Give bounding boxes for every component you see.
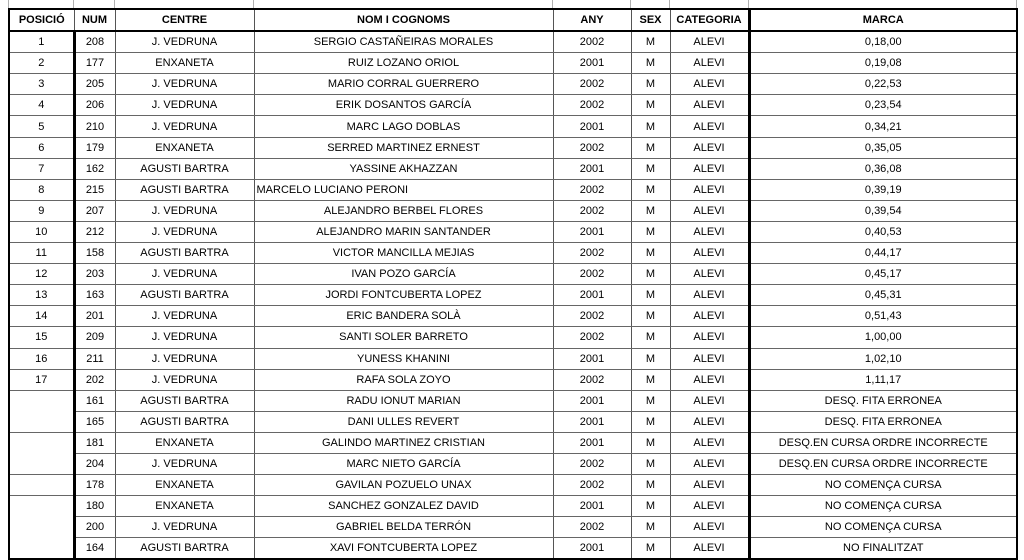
cell-centre[interactable]: J. VEDRUNA [115,74,254,95]
cell-num[interactable]: 212 [74,221,115,242]
cell-nom[interactable]: VICTOR MANCILLA MEJIAS [254,243,553,264]
cell-sex[interactable]: M [631,285,670,306]
cell-categoria[interactable]: ALEVI [670,538,749,560]
cell-any[interactable]: 2001 [553,348,631,369]
cell-marca[interactable]: DESQ. FITA ERRONEA [749,411,1017,432]
cell-num[interactable]: 209 [74,327,115,348]
cell-sex[interactable]: M [631,538,670,560]
cell-any[interactable]: 2002 [553,137,631,158]
cell-centre[interactable]: J. VEDRUNA [115,369,254,390]
cell-marca[interactable]: NO COMENÇA CURSA [749,475,1017,496]
cell-centre[interactable]: ENXANETA [115,475,254,496]
header-sex[interactable]: SEX [631,9,670,31]
table-row [9,432,1017,453]
cell-centre[interactable]: AGUSTI BARTRA [115,243,254,264]
header-any[interactable]: ANY [553,9,631,31]
cell-categoria[interactable]: ALEVI [670,53,749,74]
cell-categoria[interactable]: ALEVI [670,517,749,538]
cell-categoria[interactable]: ALEVI [670,327,749,348]
cell-any[interactable]: 2002 [553,74,631,95]
cell-posicio[interactable]: 5 [9,116,74,137]
cell-centre[interactable]: J. VEDRUNA [115,264,254,285]
cell-posicio[interactable] [9,453,74,474]
cell-any[interactable]: 2001 [553,221,631,242]
cell-centre[interactable]: J. VEDRUNA [115,453,254,474]
cell-nom[interactable]: MARC NIETO GARCÍA [254,453,553,474]
cell-marca[interactable]: 0,23,54 [749,95,1017,116]
cell-posicio[interactable]: 6 [9,137,74,158]
table-row [9,327,1017,348]
cell-nom[interactable]: ERIC BANDERA SOLÀ [254,306,553,327]
cell-any[interactable]: 2002 [553,200,631,221]
cell-categoria[interactable]: ALEVI [670,158,749,179]
cell-any[interactable]: 2001 [553,285,631,306]
cell-num[interactable]: 177 [74,53,115,74]
header-num[interactable]: NUM [74,9,115,31]
cell-posicio[interactable]: 12 [9,264,74,285]
cell-nom[interactable]: RAFA SOLA ZOYO [254,369,553,390]
cell-any[interactable]: 2001 [553,496,631,517]
cell-sex[interactable]: M [631,179,670,200]
header-centre[interactable]: CENTRE [115,9,254,31]
cell-posicio[interactable]: 1 [9,31,74,53]
cell-categoria[interactable]: ALEVI [670,285,749,306]
table-row [9,306,1017,327]
cell-nom[interactable]: RADU IONUT MARIAN [254,390,553,411]
cell-posicio[interactable] [9,538,74,560]
table-row [9,200,1017,221]
cell-categoria[interactable]: ALEVI [670,200,749,221]
cell-posicio[interactable]: 11 [9,243,74,264]
cell-sex[interactable]: M [631,243,670,264]
cell-centre[interactable]: ENXANETA [115,137,254,158]
cell-sex[interactable]: M [631,31,670,53]
cell-categoria[interactable]: ALEVI [670,496,749,517]
cell-marca[interactable]: 1,02,10 [749,348,1017,369]
cell-categoria[interactable]: ALEVI [670,243,749,264]
cell-centre[interactable]: ENXANETA [115,53,254,74]
cell-posicio[interactable] [9,475,74,496]
cell-posicio[interactable]: 9 [9,200,74,221]
cell-sex[interactable]: M [631,116,670,137]
cell-sex[interactable]: M [631,517,670,538]
cell-any[interactable]: 2001 [553,390,631,411]
cell-centre[interactable]: AGUSTI BARTRA [115,158,254,179]
table-row [9,538,1017,560]
cell-marca[interactable]: NO COMENÇA CURSA [749,496,1017,517]
cell-centre[interactable]: J. VEDRUNA [115,200,254,221]
cell-categoria[interactable]: ALEVI [670,369,749,390]
cell-categoria[interactable]: ALEVI [670,221,749,242]
cell-centre[interactable]: J. VEDRUNA [115,221,254,242]
cell-num[interactable]: 203 [74,264,115,285]
cell-posicio[interactable]: 3 [9,74,74,95]
results-table [8,8,1018,560]
table-row [9,137,1017,158]
cell-categoria[interactable]: ALEVI [670,95,749,116]
cell-num[interactable]: 180 [74,496,115,517]
cell-any[interactable]: 2001 [553,116,631,137]
cell-num[interactable]: 200 [74,517,115,538]
table-row [9,243,1017,264]
cell-nom[interactable]: SERGIO CASTAÑEIRAS MORALES [254,31,553,53]
table-row [9,264,1017,285]
cell-nom[interactable]: GAVILAN POZUELO UNAX [254,475,553,496]
cell-marca[interactable]: 0,44,17 [749,243,1017,264]
cell-centre[interactable]: ENXANETA [115,496,254,517]
cell-centre[interactable]: J. VEDRUNA [115,95,254,116]
cell-nom[interactable]: MARC LAGO DOBLAS [254,116,553,137]
results-body [9,31,1017,559]
cell-posicio[interactable] [9,390,74,411]
cell-categoria[interactable]: ALEVI [670,390,749,411]
cell-posicio[interactable]: 14 [9,306,74,327]
cell-sex[interactable]: M [631,221,670,242]
cell-sex[interactable]: M [631,453,670,474]
table-row [9,517,1017,538]
cell-any[interactable]: 2001 [553,158,631,179]
cell-sex[interactable]: M [631,327,670,348]
cell-marca[interactable]: 0,39,54 [749,200,1017,221]
cell-marca[interactable]: 0,36,08 [749,158,1017,179]
cell-categoria[interactable]: ALEVI [670,264,749,285]
table-row [9,348,1017,369]
cell-nom[interactable]: SANCHEZ GONZALEZ DAVID [254,496,553,517]
cell-sex[interactable]: M [631,200,670,221]
cell-num[interactable]: 205 [74,74,115,95]
header-categoria[interactable]: CATEGORIA [670,9,749,31]
cell-any[interactable]: 2001 [553,411,631,432]
cell-num[interactable]: 158 [74,243,115,264]
cell-num[interactable]: 215 [74,179,115,200]
cell-marca[interactable]: 0,35,05 [749,137,1017,158]
cell-marca[interactable]: 0,45,17 [749,264,1017,285]
cell-num[interactable]: 162 [74,158,115,179]
cell-marca[interactable]: NO COMENÇA CURSA [749,517,1017,538]
cell-sex[interactable]: M [631,475,670,496]
cell-nom[interactable]: YUNESS KHANINI [254,348,553,369]
cell-marca[interactable]: 0,34,21 [749,116,1017,137]
cell-marca[interactable]: 1,00,00 [749,327,1017,348]
cell-posicio[interactable] [9,411,74,432]
cell-any[interactable]: 2002 [553,306,631,327]
cell-nom[interactable]: YASSINE AKHAZZAN [254,158,553,179]
cell-nom[interactable]: DANI ULLES REVERT [254,411,553,432]
cell-sex[interactable]: M [631,137,670,158]
cell-nom[interactable]: MARIO CORRAL GUERRERO [254,74,553,95]
cell-centre[interactable]: J. VEDRUNA [115,327,254,348]
cell-sex[interactable]: M [631,348,670,369]
table-row [9,95,1017,116]
table-row [9,390,1017,411]
cell-nom[interactable]: ALEJANDRO BERBEL FLORES [254,200,553,221]
cell-posicio[interactable]: 16 [9,348,74,369]
cell-any[interactable]: 2002 [553,453,631,474]
table-row [9,221,1017,242]
cell-posicio[interactable] [9,496,74,517]
cell-posicio[interactable]: 15 [9,327,74,348]
cell-centre[interactable]: J. VEDRUNA [115,31,254,53]
cell-nom[interactable]: ERIK DOSANTOS GARCÍA [254,95,553,116]
cell-num[interactable]: 210 [74,116,115,137]
cell-centre[interactable]: AGUSTI BARTRA [115,390,254,411]
cell-sex[interactable]: M [631,390,670,411]
cell-sex[interactable]: M [631,158,670,179]
table-row [9,31,1017,53]
table-row [9,453,1017,474]
cell-centre[interactable]: ENXANETA [115,432,254,453]
cell-categoria[interactable]: ALEVI [670,116,749,137]
cell-categoria[interactable]: ALEVI [670,453,749,474]
cell-centre[interactable]: J. VEDRUNA [115,116,254,137]
header-marca[interactable]: MARCA [749,9,1017,31]
cell-marca[interactable]: 0,51,43 [749,306,1017,327]
cell-num[interactable]: 201 [74,306,115,327]
cell-any[interactable]: 2002 [553,31,631,53]
cell-num[interactable]: 165 [74,411,115,432]
cell-any[interactable]: 2002 [553,243,631,264]
cell-centre[interactable]: J. VEDRUNA [115,517,254,538]
cell-categoria[interactable]: ALEVI [670,411,749,432]
cell-categoria[interactable]: ALEVI [670,74,749,95]
cell-any[interactable]: 2002 [553,475,631,496]
table-row [9,285,1017,306]
cell-nom[interactable]: SANTI SOLER BARRETO [254,327,553,348]
cell-any[interactable]: 2002 [553,95,631,116]
cell-centre[interactable]: AGUSTI BARTRA [115,538,254,560]
cell-posicio[interactable] [9,517,74,538]
cell-centre[interactable]: J. VEDRUNA [115,348,254,369]
cell-categoria[interactable]: ALEVI [670,31,749,53]
cell-sex[interactable]: M [631,496,670,517]
cell-sex[interactable]: M [631,432,670,453]
table-row [9,158,1017,179]
cell-marca[interactable]: 0,19,08 [749,53,1017,74]
cell-marca[interactable]: 1,11,17 [749,369,1017,390]
cell-marca[interactable]: 0,18,00 [749,31,1017,53]
cell-marca[interactable]: DESQ.EN CURSA ORDRE INCORRECTE [749,453,1017,474]
cell-posicio[interactable]: 7 [9,158,74,179]
cell-centre[interactable]: J. VEDRUNA [115,306,254,327]
cell-any[interactable]: 2002 [553,369,631,390]
cell-nom[interactable]: XAVI FONTCUBERTA LOPEZ [254,538,553,560]
cell-num[interactable]: 164 [74,538,115,560]
cell-num[interactable]: 211 [74,348,115,369]
cell-sex[interactable]: M [631,95,670,116]
cell-marca[interactable]: 0,39,19 [749,179,1017,200]
cell-nom[interactable]: GABRIEL BELDA TERRÓN [254,517,553,538]
cell-num[interactable]: 207 [74,200,115,221]
cell-num[interactable]: 206 [74,95,115,116]
cell-num[interactable]: 202 [74,369,115,390]
cell-centre[interactable]: AGUSTI BARTRA [115,411,254,432]
cell-nom[interactable]: JORDI FONTCUBERTA LOPEZ [254,285,553,306]
cell-posicio[interactable]: 17 [9,369,74,390]
cell-nom[interactable]: SERRED MARTINEZ ERNEST [254,137,553,158]
cell-nom[interactable]: IVAN POZO GARCÍA [254,264,553,285]
cell-marca[interactable]: NO FINALITZAT [749,538,1017,560]
cell-posicio[interactable]: 2 [9,53,74,74]
table-row [9,116,1017,137]
table-row [9,369,1017,390]
cell-num[interactable]: 161 [74,390,115,411]
cell-categoria[interactable]: ALEVI [670,432,749,453]
cell-sex[interactable]: M [631,264,670,285]
cell-sex[interactable]: M [631,74,670,95]
table-row [9,496,1017,517]
table-row [9,74,1017,95]
cell-posicio[interactable]: 13 [9,285,74,306]
table-row [9,411,1017,432]
cell-categoria[interactable]: ALEVI [670,179,749,200]
cell-any[interactable]: 2001 [553,538,631,560]
cell-posicio[interactable] [9,432,74,453]
header-row [9,9,1017,31]
cell-sex[interactable]: M [631,53,670,74]
cell-any[interactable]: 2002 [553,179,631,200]
cell-any[interactable]: 2002 [553,327,631,348]
cell-sex[interactable]: M [631,369,670,390]
cell-categoria[interactable]: ALEVI [670,348,749,369]
cell-num[interactable]: 163 [74,285,115,306]
cell-any[interactable]: 2002 [553,264,631,285]
cell-num[interactable]: 208 [74,31,115,53]
cell-marca[interactable]: 0,45,31 [749,285,1017,306]
cell-categoria[interactable]: ALEVI [670,137,749,158]
cell-nom[interactable]: MARCELO LUCIANO PERONI [254,179,553,200]
header-nom-i-cognoms[interactable]: NOM I COGNOMS [254,9,553,31]
cell-marca[interactable]: 0,22,53 [749,74,1017,95]
cell-categoria[interactable]: ALEVI [670,475,749,496]
cell-nom[interactable]: ALEJANDRO MARIN SANTANDER [254,221,553,242]
cell-any[interactable]: 2002 [553,517,631,538]
cell-centre[interactable]: AGUSTI BARTRA [115,285,254,306]
cell-num[interactable]: 179 [74,137,115,158]
cell-num[interactable]: 181 [74,432,115,453]
table-row [9,179,1017,200]
table-row [9,53,1017,74]
sheet-top-gridlines [0,0,1024,8]
cell-marca[interactable]: 0,40,53 [749,221,1017,242]
cell-marca[interactable]: DESQ. FITA ERRONEA [749,390,1017,411]
cell-marca[interactable]: DESQ.EN CURSA ORDRE INCORRECTE [749,432,1017,453]
cell-sex[interactable]: M [631,411,670,432]
cell-posicio[interactable]: 4 [9,95,74,116]
cell-any[interactable]: 2001 [553,53,631,74]
cell-centre[interactable]: AGUSTI BARTRA [115,179,254,200]
cell-posicio[interactable]: 10 [9,221,74,242]
cell-num[interactable]: 204 [74,453,115,474]
table-row [9,475,1017,496]
cell-posicio[interactable]: 8 [9,179,74,200]
cell-nom[interactable]: GALINDO MARTINEZ CRISTIAN [254,432,553,453]
cell-num[interactable]: 178 [74,475,115,496]
cell-sex[interactable]: M [631,306,670,327]
header-posicio[interactable]: POSICIÓ [9,9,74,31]
cell-any[interactable]: 2001 [553,432,631,453]
cell-categoria[interactable]: ALEVI [670,306,749,327]
cell-nom[interactable]: RUIZ LOZANO ORIOL [254,53,553,74]
